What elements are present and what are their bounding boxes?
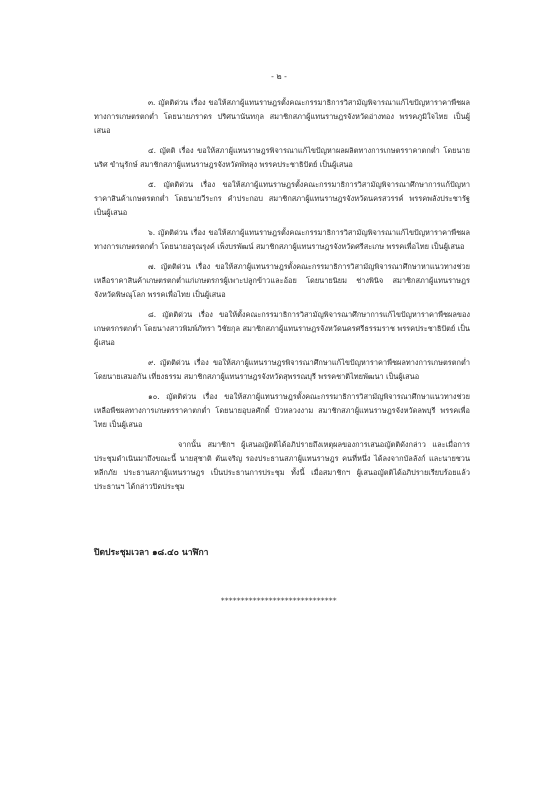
agenda-item-3: ๓. ญัตติด่วน เรื่อง ขอให้สภาผู้แทนราษฎรตั้งคณะกรรมาธิการวิสามัญพิจารณาแก้ไขปัญหาราคาพืชผลทางการเกษตรตกต่ำ โดยนายภราดร ปริศนานันทกุล สมาชิกสภาผู้แทนราษฎรจังหวัดอ่างทอง พรรคภูมิใจไทย เป็นผู้เสนอ xyxy=(94,98,470,135)
end-separator: ***************************** xyxy=(221,597,337,605)
agenda-item-9: ๙. ญัตติด่วน เรื่อง ขอให้สภาผู้แทนราษฎรพิจารณาศึกษาแก้ไขปัญหาราคาพืชผลทางการเกษตรตกต่ำ โดยนายเสมอกัน เที่ยงธรรม สมาชิกสภาผู้แทนราษฎรจังหวัดสุพรรณบุรี พรรคชาติไทยพัฒนา เป็นผู้เสนอ xyxy=(94,358,470,381)
page-number: - ๒ - xyxy=(271,72,287,81)
agenda-item-6: ๖. ญัตติด่วน เรื่อง ขอให้สภาผู้แทนราษฎรตั้งคณะกรรมาธิการวิสามัญพิจารณาแก้ไขปัญหาราคาพืชผลทางการเกษตรตกต่ำ โดยนายอรุณรุงค์ เพ็งบรพัฒน์ สมาชิกสภาผู้แทนราษฎรจังหวัดศรีสะเกษ พรรคเพื่อไทย เป็นผู้เสนอ xyxy=(94,228,470,251)
agenda-item-4: ๔. ญัตติ เรื่อง ขอให้สภาผู้แทนราษฎรพิจารณาแก้ไขปัญหาผลผลิตทางการเกษตรราคาตกต่ำ โดยนายนริศ ขำนุรักษ์ สมาชิกสภาผู้แทนราษฎรจังหวัดพัทลุง พรรคประชาธิปัตย์ เป็นผู้เสนอ xyxy=(94,146,470,169)
agenda-item-7: ๗. ญัตติด่วน เรื่อง ขอให้สภาผู้แทนราษฎรตั้งคณะกรรมาธิการวิสามัญพิจารณาศึกษาหาแนวทางช่วยเหลือราคาสินค้าเกษตรตกต่ำแก่เกษตรกรผู้เพาะปลูกข้าวและอ้อย โดยนายนิยม ช่างพินิจ สมาชิกสภาผู้แทนราษฎรจังหวัดพิษณุโลก พรรคเพื่อไทย เป็นผู้เสนอ xyxy=(94,262,470,299)
minutes-body xyxy=(94,96,470,506)
agenda-item-10: ๑๐. ญัตติด่วน เรื่อง ขอให้สภาผู้แทนราษฎรตั้งคณะกรรมาธิการวิสามัญพิจารณาศึกษาแนวทางช่วยเหลือพืชผลทางการเกษตรราคาตกต่ำ โดยนายอุบลศักดิ์ บัวหลวงงาม สมาชิกสภาผู้แทนราษฎรจังหวัดลพบุรี พรรคเพื่อไทย เป็นผู้เสนอ xyxy=(94,392,470,429)
agenda-item-5: ๕. ญัตติด่วน เรื่อง ขอให้สภาผู้แทนราษฎรตั้งคณะกรรมาธิการวิสามัญพิจารณาศึกษาการแก้ปัญหาราคาสินค้าเกษตรตกต่ำ โดยนายวีระกร คำประกอบ สมาชิกสภาผู้แทนราษฎรจังหวัดนครสวรรค์ พรรคพลังประชารัฐ เป็นผู้เสนอ xyxy=(94,180,470,217)
agenda-item-8: ๘. ญัตติด่วน เรื่อง ขอให้ตั้งคณะกรรมาธิการวิสามัญพิจารณาศึกษาการแก้ไขปัญหาราคาพืชผลของเกษตรกรตกต่ำ โดยนางสาวพิมพ์ภัทรา วิชัยกุล สมาชิกสภาผู้แทนราษฎรจังหวัดนครศรีธรรมราช พรรคประชาธิปัตย์ เป็นผู้เสนอ xyxy=(94,310,470,347)
closing-paragraph: จากนั้น สมาชิกฯ ผู้เสนอญัตติได้อภิปรายถึงเหตุผลของการเสนอญัตติดังกล่าว และเมื่อการประชุมดำเนินมาถึงขณะนี้ นายสุชาติ ตันเจริญ รองประธานสภาผู้แทนราษฎร คนที่หนึ่ง ได้ลงจากบัลลังก์ และนายชวน หลีกภัย ประธานสภาผู้แทนราษฎร เป็นประธานการประชุม ทั้งนี้ เมื่อสมาชิกฯ ผู้เสนอญัตติได้อภิปรายเรียบร้อยแล้ว ประธานฯ ได้กล่าวปิดประชุม xyxy=(94,440,470,491)
meeting-close-time: ปิดประชุมเวลา ๑๘.๔๐ นาฬิกา xyxy=(94,548,209,558)
